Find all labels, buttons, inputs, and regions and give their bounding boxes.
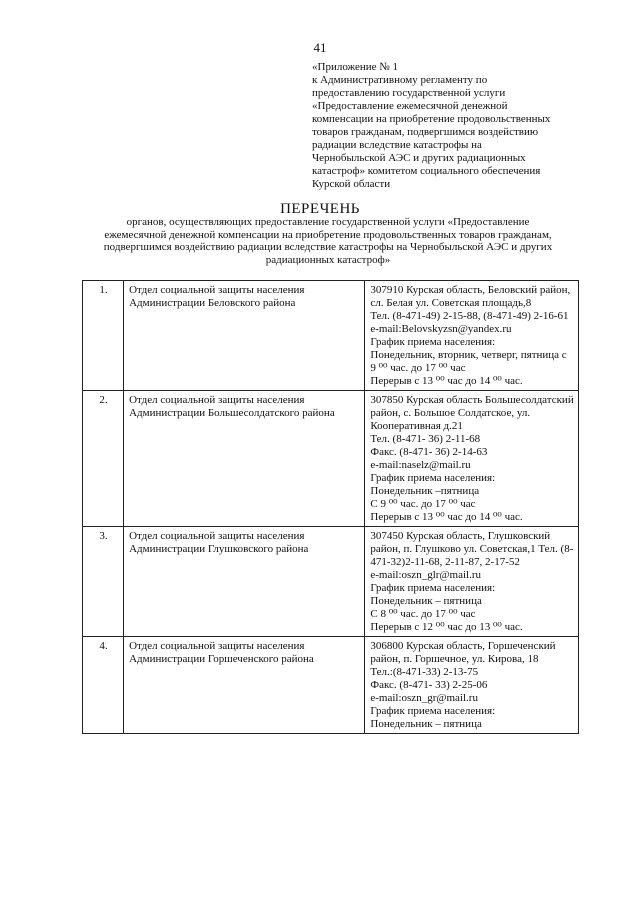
contact-line: Тел. (8-471-49) 2-15-88, (8-471-49) 2-16-61 (370, 310, 569, 322)
document-subtitle (88, 216, 568, 266)
contact-line: С 8 ⁰⁰ час. до 17 ⁰⁰ час (370, 608, 476, 620)
appendix-line: Чернобыльской АЭС и других радиационных (312, 152, 526, 164)
offices-table (82, 280, 579, 734)
office-contacts (365, 391, 579, 527)
office-contacts (365, 281, 579, 391)
office-name: Отдел социальной защиты населения Администрации Большесолдатского района (124, 391, 365, 527)
appendix-line: компенсации на приобретение продовольственных (312, 113, 551, 125)
contact-line: e-mail:oszn_glr@mail.ru (370, 569, 482, 581)
subtitle-line: ежемесячной денежной компенсации на приобретение продовольственных товаров гражданам, (104, 228, 552, 241)
subtitle-line: радиационных катастроф» (265, 253, 391, 266)
subtitle-line: органов, осуществляющих предоставление государственной услуги «Предоставление (126, 216, 530, 228)
contact-line: 306800 Курская область, Горшеченский район, п. Горшечное, ул. Кирова, 18 (370, 640, 556, 665)
contact-line: Тел. (8-471- 36) 2-11-68 (370, 433, 481, 445)
row-number: 4. (83, 637, 124, 734)
contact-line: 307850 Курская область Большесолдатский район, с. Большое Солдатское, ул. Кооперативная д.21 (370, 394, 574, 432)
row-number: 3. (83, 527, 124, 637)
table-row (83, 637, 579, 734)
appendix-line: Курской области (312, 178, 391, 190)
contact-line: Факс. (8-471- 33) 2-25-06 (370, 679, 488, 691)
contact-line: Понедельник –пятница (370, 485, 480, 497)
office-name: Отдел социальной защиты населения Администрации Глушковского района (124, 527, 365, 637)
office-name: Отдел социальной защиты населения Администрации Горшеченского района (124, 637, 365, 734)
contact-line: e-mail:Belovskyzsn@yandex.ru (370, 323, 512, 335)
appendix-line: катастроф» комитетом социального обеспечения (312, 165, 541, 177)
office-contacts (365, 527, 579, 637)
contact-line: График приема населения: (370, 336, 496, 348)
contact-line: Понедельник – пятница (370, 595, 482, 607)
contact-line: График приема населения: (370, 472, 496, 484)
subtitle-line: подвергшимся воздействию радиации вследствие катастрофы на Чернобыльской АЭС и других (103, 241, 553, 253)
contact-line: График приема населения: (370, 582, 496, 594)
document-title: ПЕРЕЧЕНЬ (280, 201, 360, 217)
appendix-header (312, 61, 592, 191)
page-number: 41 (313, 40, 327, 55)
contact-line: Факс. (8-471- 36) 2-14-63 (370, 446, 488, 458)
table-row (83, 527, 579, 637)
contact-line: График приема населения: (370, 705, 496, 717)
row-number: 2. (83, 391, 124, 527)
contact-line: Перерыв с 13 ⁰⁰ час до 14 ⁰⁰ час. (370, 511, 523, 523)
contact-line: e-mail:naselz@mail.ru (370, 459, 471, 471)
contact-line: Понедельник, вторник, четверг, пятница с 9 ⁰⁰ час. до 17 ⁰⁰ час (370, 349, 567, 374)
appendix-line: радиации вследствие катастрофы на (312, 139, 482, 151)
contact-line: Тел.:(8-471-33) 2-13-75 (370, 666, 479, 678)
contact-line: 307910 Курская область, Беловский район, сл. Белая ул. Советская площадь,8 (370, 284, 571, 309)
office-name: Отдел социальной защиты населения Администрации Беловского района (124, 281, 365, 391)
contact-line: С 9 ⁰⁰ час. до 17 ⁰⁰ час (370, 498, 476, 510)
appendix-line: «Приложение № 1 (312, 61, 399, 73)
contact-line: Перерыв с 12 ⁰⁰ час до 13 ⁰⁰ час. (370, 621, 523, 633)
office-contacts (365, 637, 579, 734)
appendix-line: товаров гражданам, подвергшимся воздействию (312, 126, 539, 138)
appendix-line: «Предоставление ежемесячной денежной (312, 100, 508, 112)
contact-line: Понедельник – пятница (370, 718, 482, 730)
appendix-line: к Административному регламенту по (312, 74, 488, 86)
contact-line: 307450 Курская область, Глушковский район, п. Глушково ул. Советская,1 Тел. (8-471-32)2-11-68, 2-11-87, 2-17-52 (370, 530, 574, 568)
appendix-line: предоставлению государственной услуги (312, 87, 506, 99)
contact-line: e-mail:oszn_gr@mail.ru (370, 692, 478, 704)
table-row (83, 281, 579, 391)
table-row (83, 391, 579, 527)
contact-line: Перерыв с 13 ⁰⁰ час до 14 ⁰⁰ час. (370, 375, 523, 387)
row-number: 1. (83, 281, 124, 391)
